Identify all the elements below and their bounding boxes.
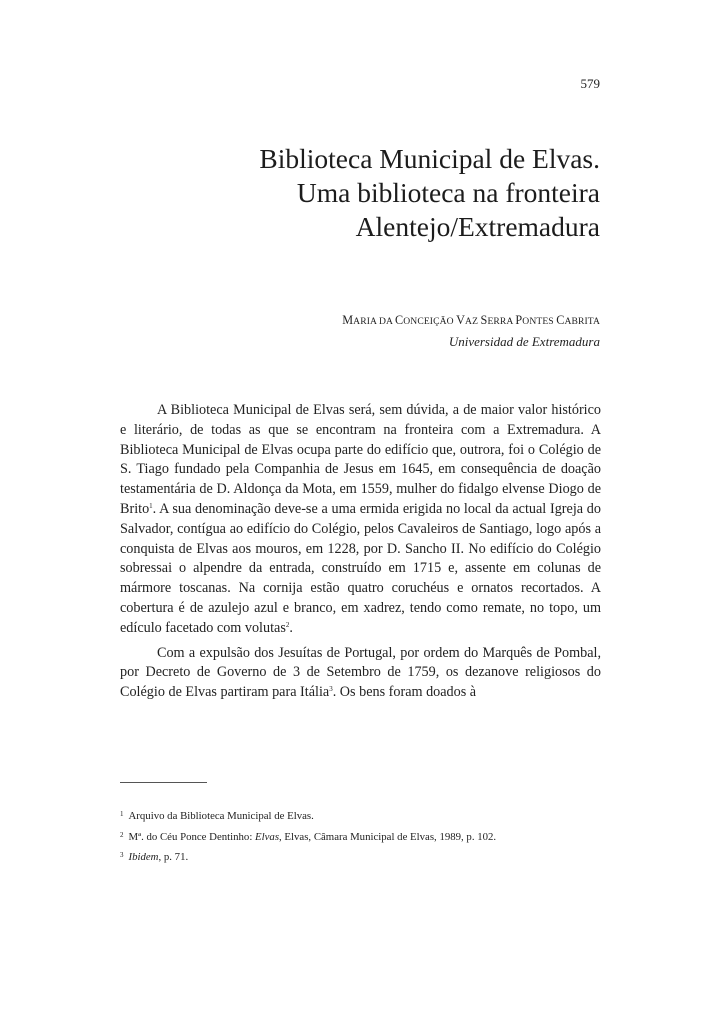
author-name-rest: ERRA	[487, 316, 516, 327]
footnote-italic-text: Elvas	[255, 830, 280, 843]
footnote-reference: 3	[329, 685, 333, 694]
paragraph-text: . A sua denominação deve-se a uma ermida erigida no local da actual Igreja do Salvador, contígua ao edifício do Colégio, pelos Cavaleiros de Santiago, logo após a conquista de Elvas aos mouros, em 1228, por D. Sancho II. No edifício do Colégio sobressai o alpendre da entrada, construído em 1715 e, assente em colunas de mármore toscanas. Na cornija estão quatro coruchéus e ornatos recortados. A cobertura é de azulejo azul e branco, em xadrez, tendo como remate, no topo, um edículo facetado com volutas	[120, 500, 601, 636]
paragraph-text: A Biblioteca Municipal de Elvas será, sem dúvida, a de maior valor histórico e literário, de todas as que se encontram na fronteira com a Extremadura. A Biblioteca Municipal de Elvas ocupa parte do edifício que, outrora, foi o Colégio de S. Tiago fundado pela Companhia de Jesus em 1645, em consequência de doação testamentária de D. Aldonça da Mota, em 1559, mulher do fidalgo elvense Diogo de Brito	[120, 402, 601, 517]
footnote-italic-text: Ibidem	[128, 851, 159, 863]
title-line: Alentejo/Extremadura	[355, 211, 600, 242]
author-name-rest: ONTES	[522, 316, 557, 327]
body-paragraph	[120, 401, 601, 639]
title-line: Biblioteca Municipal de Elvas.	[259, 143, 600, 174]
footnote-text-segment: , Elvas, Câmara Municipal de Elvas, 1989, p. 102.	[279, 830, 497, 843]
author-name-initial: S	[480, 313, 488, 327]
footnote-reference: 1	[149, 501, 153, 510]
author-name-rest: ABRITA	[564, 316, 600, 327]
footnote-text	[129, 810, 314, 822]
body-paragraph	[120, 644, 601, 703]
author-name-initial: C	[395, 313, 404, 327]
footnote-text-segment: Arquivo da Biblioteca Municipal de Elvas.	[128, 810, 314, 822]
page-number: 579	[580, 76, 600, 91]
footnote	[120, 849, 601, 864]
footnote-text-segment: , p. 71.	[158, 851, 189, 863]
author-name-rest: AZ	[465, 316, 481, 327]
author-name-rest: ARIA DA	[353, 316, 396, 327]
body-text	[120, 401, 601, 708]
footnotes	[120, 808, 601, 870]
footnote-text	[129, 831, 497, 843]
author-name-initial: V	[456, 313, 466, 327]
footnote-text	[129, 851, 189, 863]
author-name-initial: C	[556, 313, 565, 327]
article-title	[100, 142, 600, 244]
author-block	[100, 310, 600, 352]
footnote	[120, 808, 601, 823]
footnote-reference: 2	[285, 620, 290, 629]
paragraph-text: .	[289, 619, 293, 636]
footnote	[120, 829, 601, 844]
paragraph-text: . Os bens foram doados à	[332, 684, 477, 701]
footnote-text-segment: Mª. do Céu Ponce Dentinho:	[128, 830, 256, 843]
author-name	[100, 310, 600, 332]
author-affiliation: Universidad de Extremadura	[448, 334, 600, 349]
footnote-number: 2	[120, 830, 124, 839]
title-line: Uma biblioteca na fronteira	[296, 177, 600, 208]
author-name-rest: ONCEIÇÃO	[403, 316, 457, 327]
author-name-initial: P	[515, 313, 523, 327]
footnote-number: 1	[120, 810, 124, 818]
footnote-rule	[120, 782, 207, 783]
author-name-initial: M	[342, 313, 354, 327]
footnote-number: 3	[120, 851, 124, 859]
paragraph-text: Com a expulsão dos Jesuítas de Portugal, por ordem do Marquês de Pombal, por Decreto de Governo de 3 de Setembro de 1759, os dezanove religiosos do Colégio de Elvas partiram para Itália	[120, 644, 601, 701]
